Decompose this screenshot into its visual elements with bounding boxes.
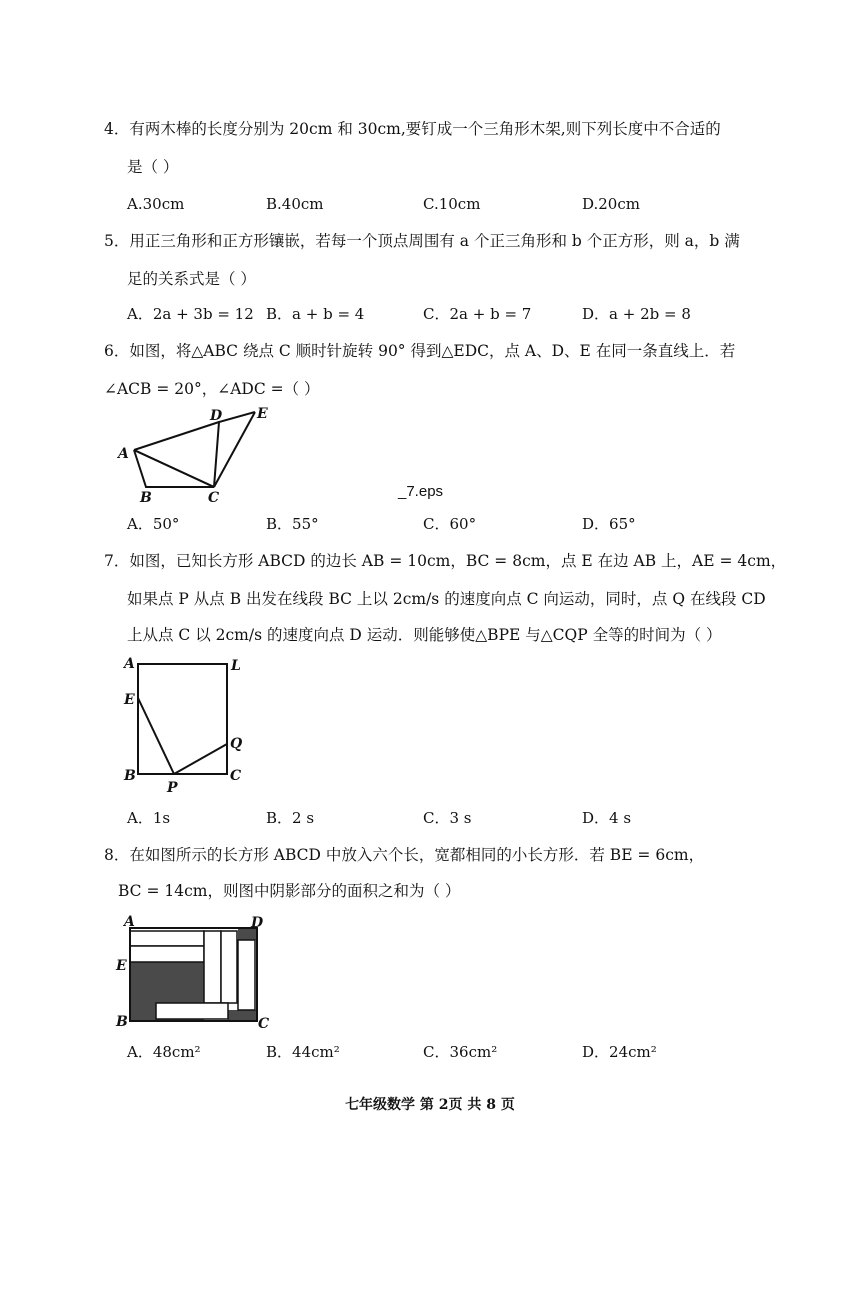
shaded-region-bottom-right xyxy=(228,1010,257,1021)
small-rect-6 xyxy=(156,1003,228,1019)
q5-option-b: B．a + b = 4 xyxy=(266,305,365,323)
q6-stem-line2: ∠ACB = 20°，∠ADC =（ ） xyxy=(104,380,320,398)
label-b: B xyxy=(124,768,136,784)
label-a: A xyxy=(124,914,135,930)
q4-option-a: A.30cm xyxy=(127,195,185,213)
small-rect-2 xyxy=(130,946,204,962)
label-d: D xyxy=(251,915,264,931)
small-rect-4 xyxy=(221,931,237,1003)
page-footer: 七年级数学 第 2页 共 8 页 xyxy=(345,1097,515,1113)
label-c: C xyxy=(208,490,220,506)
segment-ad xyxy=(134,422,219,450)
label-d: D xyxy=(210,408,223,424)
q8-option-c: C．36cm² xyxy=(423,1043,498,1061)
label-c: C xyxy=(230,768,242,784)
q5-stem-line2: 足的关系式是（ ） xyxy=(127,270,256,288)
q8-option-d: D．24cm² xyxy=(582,1043,657,1061)
q5-stem-line1: 5．用正三角形和正方形镶嵌，若每一个顶点周围有 a 个正三角形和 b 个正方形，则 a，b 满 xyxy=(104,232,740,250)
q4-option-c: C.10cm xyxy=(423,195,481,213)
q6-eps-note: _7.eps xyxy=(398,483,444,500)
q8-option-b: B．44cm² xyxy=(266,1043,340,1061)
label-b: B xyxy=(116,1014,128,1030)
label-p: P xyxy=(167,780,178,796)
small-rect-3 xyxy=(204,931,221,1003)
q6-option-b: B．55° xyxy=(266,515,319,533)
label-e: E xyxy=(257,406,268,422)
q7-option-b: B．2 s xyxy=(266,809,315,827)
segment-pq xyxy=(174,744,227,774)
q8-stem-line2: BC = 14cm，则图中阴影部分的面积之和为（ ） xyxy=(118,882,461,900)
label-b: B xyxy=(140,490,152,506)
q7-option-a: A．1s xyxy=(127,809,171,827)
small-rect-1 xyxy=(130,931,204,946)
label-a: A xyxy=(124,656,135,672)
label-e: E xyxy=(124,692,135,708)
q7-rectangle-figure xyxy=(120,652,260,797)
q6-option-c: C．60° xyxy=(423,515,477,533)
q7-option-c: C．3 s xyxy=(423,809,472,827)
segment-ep xyxy=(138,698,174,774)
small-rect-5 xyxy=(238,940,255,1010)
q4-option-d: D.20cm xyxy=(582,195,640,213)
label-e: E xyxy=(116,958,127,974)
q7-stem-line3: 上从点 C 以 2cm/s 的速度向点 D 运动．则能够使△BPE 与△CQP 全等的时间为（ ） xyxy=(127,626,722,644)
rectangle-abcd xyxy=(138,664,227,774)
q7-stem-line2: 如果点 P 从点 B 出发在线段 BC 上以 2cm/s 的速度向点 C 向运动，同时，点 Q 在线段 CD xyxy=(127,590,766,608)
q6-stem-line1: 6．如图，将△ABC 绕点 C 顺时针旋转 90° 得到△EDC，点 A、D、E 在同一条直线上．若 xyxy=(104,342,736,360)
q5-option-d: D．a + 2b = 8 xyxy=(582,305,691,323)
q5-option-a: A．2a + 3b = 12 xyxy=(127,305,254,323)
label-q: Q xyxy=(230,736,243,752)
q6-option-d: D．65° xyxy=(582,515,636,533)
q7-stem-line1: 7．如图，已知长方形 ABCD 的边长 AB = 10cm，BC = 8cm，点 E 在边 AB 上，AE = 4cm， xyxy=(104,552,787,570)
label-l: L xyxy=(231,658,241,674)
q4-stem-line1: 4．有两木棒的长度分别为 20cm 和 30cm,要钉成一个三角形木架,则下列长度中不合适的 xyxy=(104,120,721,138)
q8-stem-line1: 8．在如图所示的长方形 ABCD 中放入六个长，宽都相同的小长方形．若 BE = 6cm， xyxy=(104,846,705,864)
segment-ac xyxy=(134,450,214,487)
label-c: C xyxy=(258,1016,270,1032)
q5-option-c: C．2a + b = 7 xyxy=(423,305,532,323)
q8-rectangle-figure xyxy=(112,910,277,1030)
q4-option-b: B.40cm xyxy=(266,195,324,213)
label-a: A xyxy=(118,446,129,462)
q8-option-a: A．48cm² xyxy=(127,1043,201,1061)
q6-option-a: A．50° xyxy=(127,515,180,533)
q7-option-d: D．4 s xyxy=(582,809,632,827)
q4-stem-line2: 是（ ） xyxy=(127,158,179,176)
q6-triangle-figure xyxy=(110,404,290,504)
